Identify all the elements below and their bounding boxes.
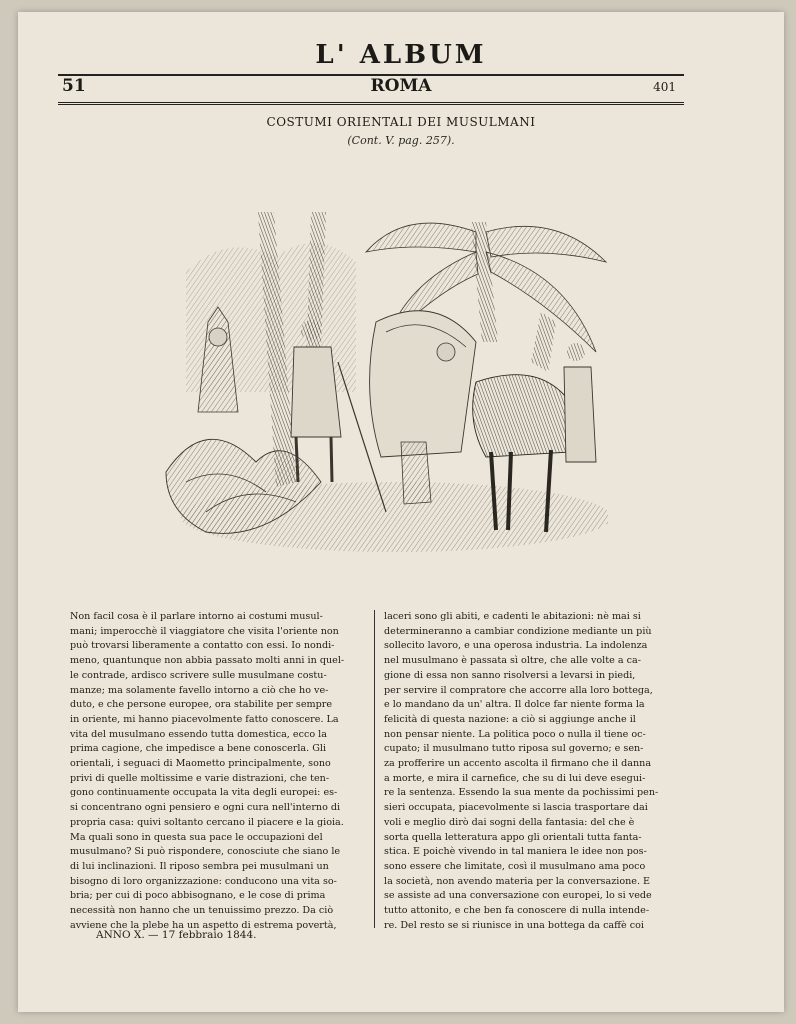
footer-date-line: ANNO X. — 17 febbraio 1844. <box>96 929 257 941</box>
article-title: COSTUMI ORIENTALI DEI MUSULMANI <box>266 115 536 129</box>
header-rule-bottom <box>58 102 684 105</box>
section-name: ROMA <box>370 76 432 96</box>
article-column-left: Non facil cosa è il parlare intorno ai costumi musul- mani; imperocchè il viaggiatore che visita l'oriente non può trovarsi liberamente a contatto con essi. Io nondi- meno, quantunque non abbia passato molti anni in quel- le contrade, ardisco scrivere sulle musulmane costu- manze; ma solamente favello intorno a ciò che ho ve- duto, e che persone europee, ora stabilite per sempre in oriente, mi hanno piacevolmente fatto conoscere. La vita del musulmano essendo tutta domestica, ecco la prima cagione, che impedisce a bene conoscerla. Gli orientali, i seguaci di Maometto principalmente, sono privi di quelle moltissime e varie distrazioni, che ten- gono continuamente occupata la vita degli europei: es- si concentrano ogni pensiero e ogni cura nell'interno di propria casa: quivi soltanto cercano il piacere e la gioia. Ma quali sono in questa sua pace le occupazioni del musulmano? Si può rispondere, conosciute che siano le di lui inclinazioni. Il riposo sembra pei musulmani un bisogno di loro organizzazione: conducono una vita so- bria; per cui di poco abbisognano, e le cose di prima necessità non hanno che un tenuissimo prezzo. Da ciò avviene che la plebe ha un aspetto di estrema povertà, <box>70 611 345 931</box>
column-divider <box>374 610 375 928</box>
page-number: 401 <box>653 80 676 94</box>
masthead-title: L' ALBUM <box>315 40 487 70</box>
engraving-illustration <box>146 212 608 562</box>
newspaper-page <box>18 12 784 1012</box>
article-column-right: laceri sono gli abiti, e cadenti le abitazioni: nè mai si determineranno a cambiar condizione mediante un più sollecito lavoro, e una operosa industria. La indolenza nel musulmano è passata sì oltre, che alle volte a ca- gione di essa non sanno risolversi a levarsi in piedi, per servire il compratore che accorre alla loro bottega, e lo mandano da un' altra. Il dolce far niente forma la felicità di questa nazione: a ciò si aggiunge anche il non pensar niente. La politica poco o nulla il tiene oc- cupato; il musulmano tutto riposa sul governo; e sen- za profferire un accento ascolta il firmano che il danna a morte, e mira il carnefice, che su di lui deve esegui- re la sentenza. Essendo la sua mente da pochissimi pen- sieri occupata, piacevolmente si lascia trasportare dai voli e meglio dirò dai sogni della fantasia: del che è sorta quella letteratura appo gli orientali tutta fanta- stica. E poichè vivendo in tal maniera le idee non pos- sono essere che limitate, così il musulmano ama poco la società, non avendo materia per la conversazione. E se assiste ad una conversazione con europei, lo si vede tutto attonito, e che ben fa conoscere di nulla intende- re. Del resto se si riunisce in una bottega da caffè coi <box>384 611 659 931</box>
issue-number: 51 <box>62 76 86 96</box>
article-continuation: (Cont. V. pag. 257). <box>347 134 455 147</box>
